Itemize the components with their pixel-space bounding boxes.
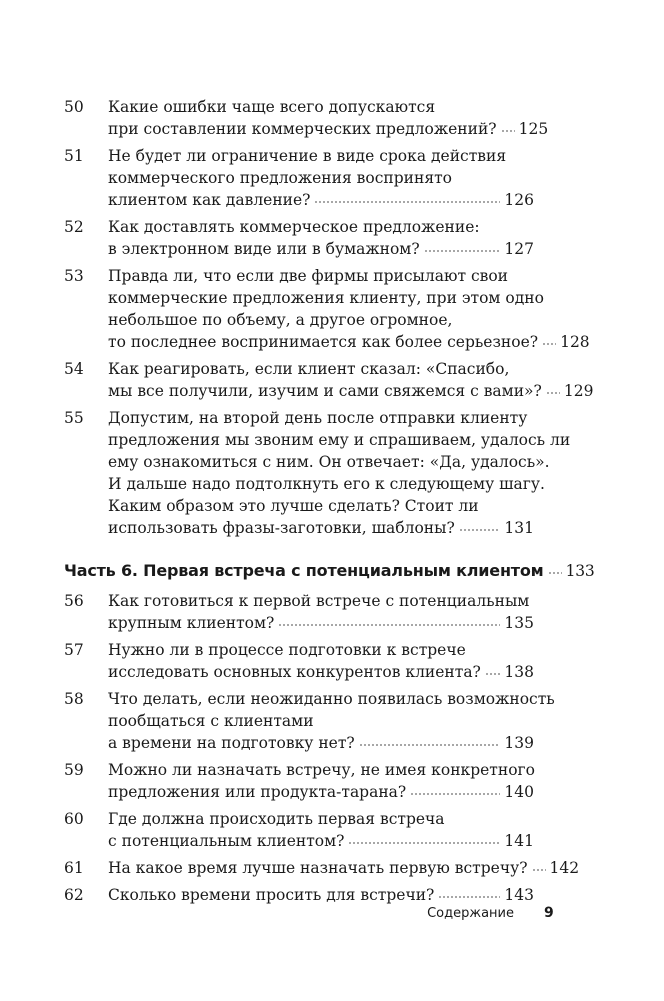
entry-text-line: Можно ли назначать встречу, не имея конкретного xyxy=(108,761,535,779)
entry-body xyxy=(108,96,549,140)
entry-page-number: 139 xyxy=(504,734,534,752)
entry-body xyxy=(108,884,534,906)
dot-leader xyxy=(548,571,562,575)
toc-entry xyxy=(64,759,534,803)
entry-text-line: при составлении коммерческих предложений? xyxy=(108,120,497,138)
entry-last-line xyxy=(108,189,534,211)
entry-last-line xyxy=(108,661,534,683)
dot-leader xyxy=(485,672,501,676)
toc-entry xyxy=(64,884,534,906)
entry-page-number: 138 xyxy=(504,663,534,681)
toc-group-part5 xyxy=(64,96,594,539)
entry-body xyxy=(108,857,580,879)
toc-entry xyxy=(64,407,571,539)
toc-entry xyxy=(64,857,580,879)
entry-text-line: клиентом как давление? xyxy=(108,191,311,209)
entry-last-line xyxy=(108,331,590,353)
entry-body xyxy=(108,216,534,260)
entry-last-line xyxy=(108,884,534,906)
entry-text-line: коммерческие предложения клиенту, при этом одно xyxy=(108,289,544,307)
entry-number: 53 xyxy=(64,267,84,285)
entry-last-line xyxy=(108,238,534,260)
toc-entry xyxy=(64,808,534,852)
entry-number: 60 xyxy=(64,810,84,828)
entry-text-line: мы все получили, изучим и сами свяжемся с вами»? xyxy=(108,382,542,400)
part-title: Часть 6. Первая встреча с потенциальным клиентом xyxy=(64,561,544,580)
entry-page-number: 135 xyxy=(504,614,534,632)
entry-last-line xyxy=(108,857,580,879)
entry-body xyxy=(108,590,534,634)
dot-leader xyxy=(278,623,500,627)
entry-text-line: ему ознакомиться с ним. Он отвечает: «Да, удалось». xyxy=(108,453,550,471)
entry-last-line xyxy=(108,517,534,539)
dot-leader xyxy=(542,342,556,346)
entry-body xyxy=(108,145,534,211)
entry-text-line: Где должна происходить первая встреча xyxy=(108,810,445,828)
toc-entry xyxy=(64,639,534,683)
entry-page-number: 142 xyxy=(549,859,580,877)
entry-page-number: 128 xyxy=(560,333,590,351)
entry-number: 59 xyxy=(64,761,84,779)
entry-body xyxy=(108,407,571,539)
entry-body xyxy=(108,759,534,803)
entry-text-line: Какие ошибки чаще всего допускаются xyxy=(108,98,436,116)
part-page-number: 133 xyxy=(565,562,595,580)
toc-entry xyxy=(64,216,534,260)
entry-text-line: коммерческого предложения воспринято xyxy=(108,169,453,187)
entry-text-line: пообщаться с клиентами xyxy=(108,712,314,730)
entry-text-line: Как реагировать, если клиент сказал: «Спасибо, xyxy=(108,360,510,378)
dot-leader xyxy=(359,743,501,747)
dot-leader xyxy=(410,792,500,796)
entry-body xyxy=(108,688,555,754)
entry-text-line: Каким образом это лучше сделать? Стоит ли xyxy=(108,497,479,515)
entry-number: 55 xyxy=(64,409,84,427)
entry-text-line: И дальше надо подтолкнуть его к следующему шагу. xyxy=(108,475,545,493)
entry-page-number: 140 xyxy=(504,783,534,801)
entry-text-line: небольшое по объему, а другое огромное, xyxy=(108,311,453,329)
entry-text-line: то последнее воспринимается как более серьезное? xyxy=(108,333,539,351)
dot-leader xyxy=(424,249,501,253)
entry-last-line xyxy=(108,830,534,852)
entry-last-line xyxy=(108,781,534,803)
entry-page-number: 125 xyxy=(518,120,549,138)
entry-number: 57 xyxy=(64,641,84,659)
entry-text-line: использовать фразы-заготовки, шаблоны? xyxy=(108,519,455,537)
toc-entry xyxy=(64,358,594,402)
entry-page-number: 143 xyxy=(504,886,534,904)
entry-text-line: Правда ли, что если две фирмы присылают свои xyxy=(108,267,509,285)
toc-entry xyxy=(64,265,590,353)
toc-entry xyxy=(64,590,534,634)
toc-entry xyxy=(64,145,534,211)
entry-text-line: а времени на подготовку нет? xyxy=(108,734,355,752)
entry-text-line: Как готовиться к первой встрече с потенциальным xyxy=(108,592,530,610)
entry-text-line: Не будет ли ограничение в виде срока действия xyxy=(108,147,507,165)
entry-body xyxy=(108,265,590,353)
entry-number: 54 xyxy=(64,360,84,378)
toc-group-part6 xyxy=(64,590,580,906)
entry-body xyxy=(108,358,594,402)
entry-number: 62 xyxy=(64,886,84,904)
dot-leader xyxy=(546,391,560,395)
entry-text-line: Нужно ли в процессе подготовки к встрече xyxy=(108,641,466,659)
entry-text-line: Допустим, на второй день после отправки клиенту xyxy=(108,409,528,427)
entry-page-number: 131 xyxy=(504,519,534,537)
entry-text-line: с потенциальным клиентом? xyxy=(108,832,345,850)
toc-entry xyxy=(64,688,555,754)
entry-text-line: крупным клиентом? xyxy=(108,614,275,632)
entry-number: 50 xyxy=(64,98,84,116)
entry-last-line xyxy=(108,380,594,402)
dot-leader xyxy=(532,868,546,872)
footer-section-title: Содержание xyxy=(427,906,514,921)
entry-number: 51 xyxy=(64,147,84,165)
footer-page-number: 9 xyxy=(544,905,554,921)
entry-page-number: 127 xyxy=(504,240,534,258)
toc-entry xyxy=(64,96,549,140)
part-heading xyxy=(64,561,595,580)
entry-number: 61 xyxy=(64,859,84,877)
entry-text-line: в электронном виде или в бумажном? xyxy=(108,240,420,258)
entry-page-number: 126 xyxy=(504,191,534,209)
dot-leader xyxy=(459,528,501,532)
entry-text-line: предложения мы звоним ему и спрашиваем, удалось ли xyxy=(108,431,571,449)
entry-number: 56 xyxy=(64,592,84,610)
entry-text-line: Что делать, если неожиданно появилась возможность xyxy=(108,690,555,708)
table-of-contents xyxy=(64,96,595,911)
dot-leader xyxy=(348,841,500,845)
entry-last-line xyxy=(108,612,534,634)
dot-leader xyxy=(314,200,500,204)
entry-page-number: 129 xyxy=(563,382,594,400)
dot-leader xyxy=(501,129,515,133)
entry-last-line xyxy=(108,732,534,754)
entry-last-line xyxy=(108,118,549,140)
entry-body xyxy=(108,808,534,852)
entry-text-line: исследовать основных конкурентов клиента? xyxy=(108,663,481,681)
entry-body xyxy=(108,639,534,683)
entry-text-line: предложения или продукта-тарана? xyxy=(108,783,407,801)
entry-text-line: Сколько времени просить для встречи? xyxy=(108,886,435,904)
entry-page-number: 141 xyxy=(504,832,534,850)
entry-text-line: На какое время лучше назначать первую встречу? xyxy=(108,859,528,877)
entry-number: 58 xyxy=(64,690,84,708)
entry-text-line: Как доставлять коммерческое предложение: xyxy=(108,218,480,236)
dot-leader xyxy=(438,895,500,899)
entry-number: 52 xyxy=(64,218,84,236)
